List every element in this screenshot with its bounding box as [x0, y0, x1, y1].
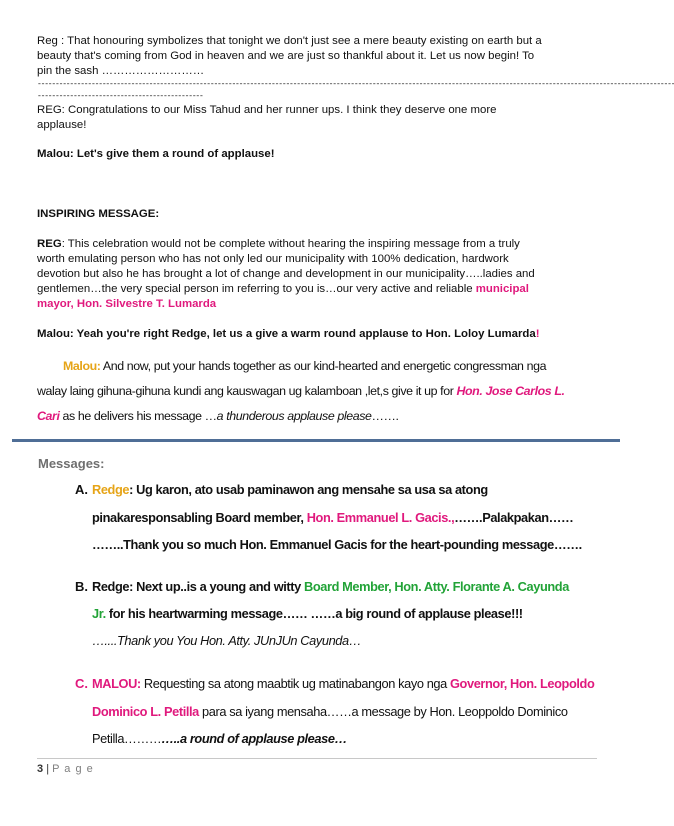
speaker-malou: Malou:	[63, 359, 101, 373]
list-item-c-line3	[92, 731, 347, 746]
page-number: 3	[37, 763, 44, 775]
text-line	[37, 404, 607, 429]
text-span: : This celebration would not be complete without hearing the inspiring message from a truly	[61, 238, 520, 250]
malou-mayor-applause-line	[37, 327, 597, 342]
text-line	[37, 282, 597, 297]
text-line: pin the sash ………………………	[37, 65, 205, 77]
highlight-name: municipal	[475, 283, 529, 295]
malou-congressman-paragraph	[37, 354, 607, 429]
text-span: …….Palakpakan……	[454, 510, 574, 525]
dashed-separator-short: ----------------------------------------------	[37, 92, 203, 101]
text-line: Reg : That honouring symbolizes that tonight we don't just see a mere beauty existing on earth but a	[37, 35, 542, 47]
text-line: worth emulating person who has not only led our municipality with 100% dedication, hardwork	[37, 253, 509, 265]
inspiring-message-paragraph	[37, 237, 597, 312]
text-line: beauty that's coming from God in heaven and we are just so thankful about it. Let us now begin! To	[37, 50, 535, 62]
inspiring-message-heading: INSPIRING MESSAGE:	[37, 208, 160, 220]
text-line	[37, 237, 597, 252]
text-span: a thunderous applause please	[216, 409, 372, 423]
mayor-name: mayor, Hon. Silvestre T. Lumarda	[37, 298, 217, 310]
text-span: !	[535, 328, 540, 340]
list-item-c-line1	[92, 676, 594, 691]
text-span: …….	[371, 409, 399, 423]
highlight-name: Cari	[37, 409, 60, 423]
reg-congratulations-paragraph	[37, 103, 597, 133]
speaker-malou: MALOU:	[92, 676, 141, 691]
speaker-reg: REG	[37, 238, 62, 250]
footer-separator: |	[46, 763, 50, 775]
list-marker-b: B.	[75, 579, 88, 594]
text-span: para sa iyang mensaha……a message by Hon. Leoppoldo Dominico	[198, 704, 568, 719]
text-span: Redge: Next up..is a young and witty	[92, 579, 305, 594]
text-line: applause!	[37, 119, 87, 131]
text-span: as he delivers his message …	[59, 409, 217, 423]
list-item-c-line2	[92, 704, 568, 719]
highlight-name: Hon. Jose Carlos L.	[456, 384, 565, 398]
text-span: …..a round of applause please…	[161, 731, 347, 746]
footer-rule	[37, 758, 597, 759]
list-item-b-line1	[92, 579, 569, 594]
text-span: for his heartwarming message…… ……a big round of applause please!!!	[105, 606, 523, 621]
text-line: REG: Congratulations to our Miss Tahud and her runner ups. I think they deserve one more	[37, 104, 497, 116]
highlight-name: Board Member, Hon. Atty. Florante A. Cayunda	[304, 579, 569, 594]
list-marker-a: A.	[75, 482, 88, 497]
text-span: Petilla………	[92, 731, 162, 746]
text-span: And now, put your hands together as our kind-hearted and energetic congressman nga	[100, 359, 547, 373]
list-item-b-line2	[92, 606, 523, 621]
text-line: devotion but also he has brought a lot of change and development in our municipality…..ladies and	[37, 268, 535, 280]
text-span: gentlemen…the very special person im referring to you is…our very active and reliable	[37, 283, 476, 295]
text-span: pinakaresponsabling Board member,	[92, 510, 307, 525]
list-item-a-line2	[92, 510, 573, 525]
highlight-name: Governor, Hon. Leopoldo	[450, 676, 595, 691]
list-marker-c: C.	[75, 676, 88, 691]
dashed-separator: ---------------------------------------------------------------------------------------------------------------------------------------------------------------------------------	[37, 80, 674, 89]
malou-applause-line: Malou: Let's give them a round of applause!	[37, 148, 275, 160]
text-span: Requesting sa atong maabtik ug matinabangon kayo nga	[140, 676, 450, 691]
page-word: P a g e	[52, 763, 94, 775]
list-item-b-line3: …....Thank you You Hon. Atty. JUnJUn Cayunda…	[92, 633, 362, 648]
reg-honouring-paragraph	[37, 34, 597, 79]
text-line	[37, 379, 607, 404]
section-divider	[12, 439, 620, 442]
text-line	[37, 354, 607, 379]
speaker-redge: Redge	[92, 482, 130, 497]
page-footer	[37, 763, 94, 775]
highlight-name: Jr.	[92, 606, 106, 621]
text-span: Malou: Yeah you're right Redge, let us a give a warm round applause to Hon. Loloy Lumarda	[37, 328, 536, 340]
list-item-a-line3: ……..Thank you so much Hon. Emmanuel Gacis for the heart-pounding message…….	[92, 537, 582, 552]
highlight-name: Dominico L. Petilla	[92, 704, 199, 719]
text-span: walay laing gihuna-gihuna kundi ang kauswagan ug kalamboan ,let,s give it up for	[37, 384, 457, 398]
list-item-a-line1	[92, 482, 488, 497]
messages-heading: Messages:	[38, 456, 105, 471]
highlight-name: Hon. Emmanuel L. Gacis.,	[306, 510, 455, 525]
text-span: : Ug karon, ato usab paminawon ang mensahe sa usa sa atong	[129, 482, 488, 497]
